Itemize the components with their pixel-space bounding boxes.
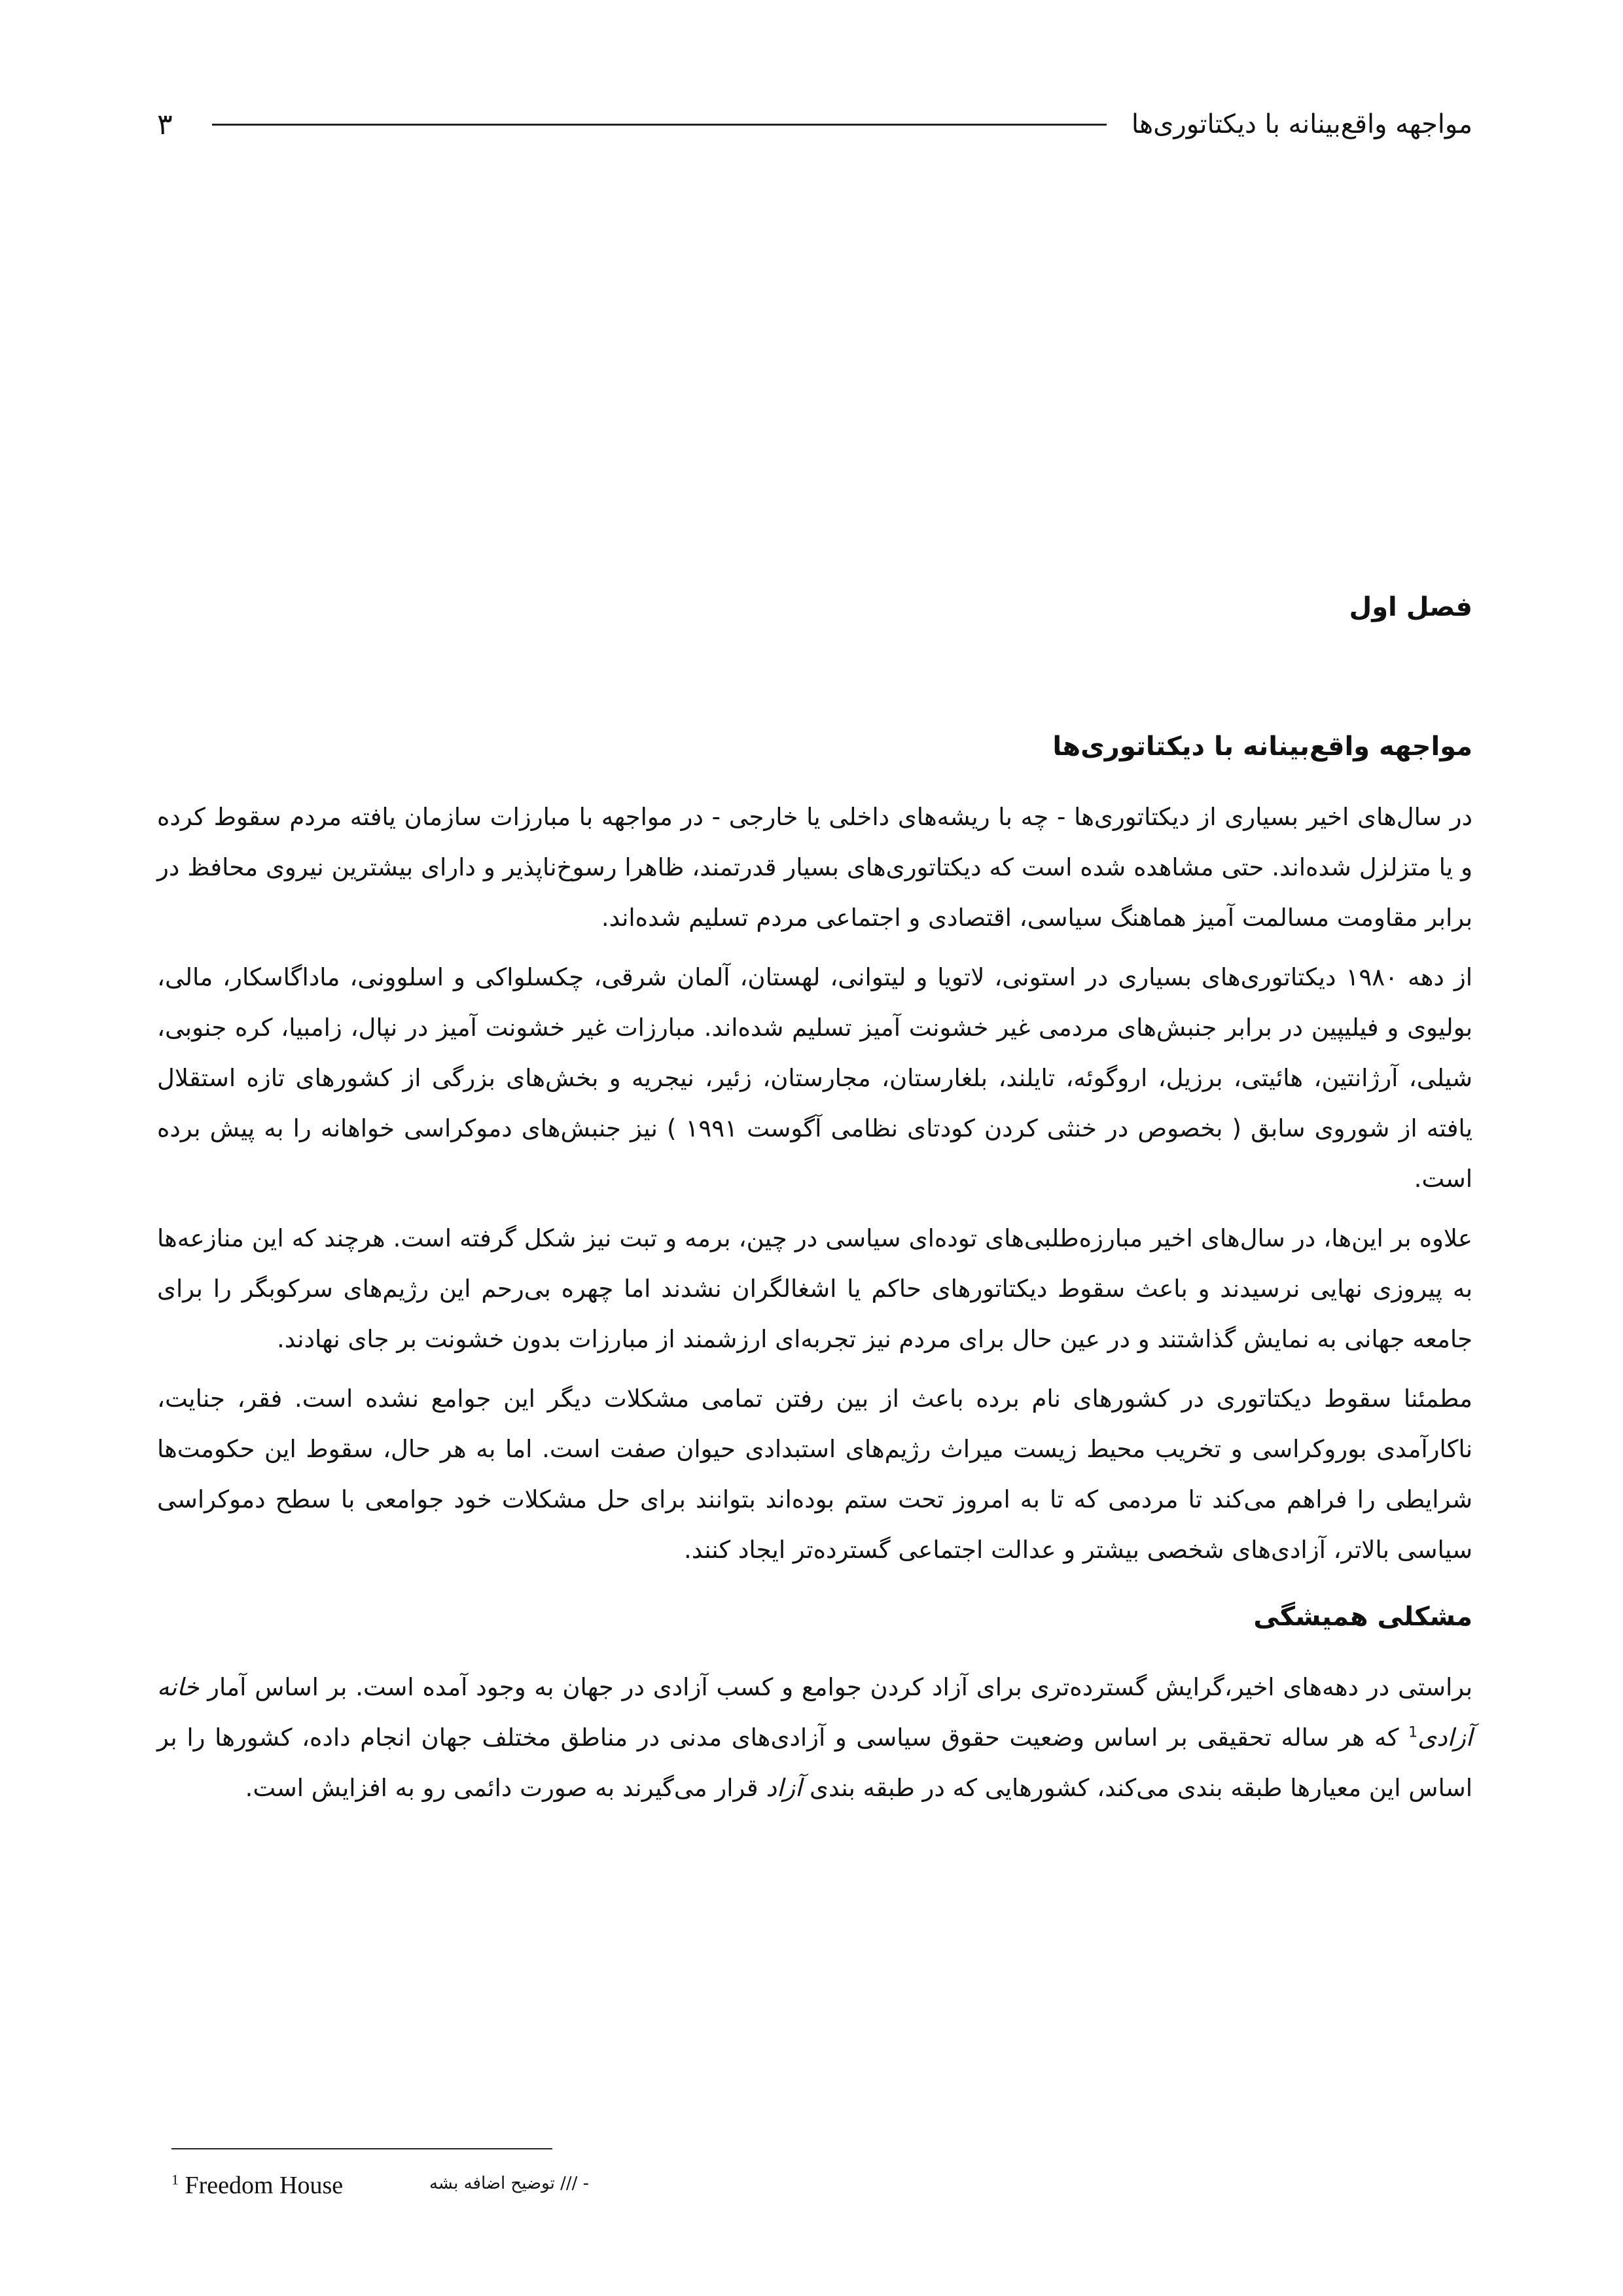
footnote: [171, 2171, 343, 2200]
section-body-permanent-problem: [157, 1662, 1472, 1813]
paragraph-text: قرار می‌گیرند به صورت دائمی رو به افزایش است.: [245, 1774, 758, 1802]
running-header-rule: [212, 124, 1107, 126]
footnote-separator: [171, 2148, 552, 2149]
italic-term-free: آزاد: [766, 1774, 802, 1802]
chapter-title: فصل اول: [1349, 592, 1472, 622]
paragraph: [157, 1662, 1472, 1813]
footnote-number: 1: [171, 2171, 179, 2188]
paragraph: علاوه بر این‌ها، در سال‌های اخیر مبارزه‌طلبی‌های توده‌ای سیاسی در چین، برمه و تبت نیز شکل گرفته است. هرچند که این منازعه‌ها به پیروزی نهایی نرسیدند و باعث سقوط دیکتاتورهای حاکم یا اشغالگران نشدند اما چهره بی‌رحم این رژیم‌های سرکوبگر را برای جامعه جهانی به نمایش گذاشتند و در عین حال برای مردم نیز تجربه‌ای ارزشمند از مبارزات بدون خشونت بر جای نهادند.: [157, 1224, 1472, 1353]
paragraph: مطمئنا سقوط دیکتاتوری در کشورهای نام برده باعث از بین رفتن تمامی مشکلات دیگر این جوامع نشده است. فقر، جنایت، ناکارآمدی بوروکراسی و تخریب محیط زیست میراث رژیم‌های استبدادی حیوان صفت است. اما به هر حال، سقوط این حکومت‌ها شرایطی را فراهم می‌کند تا مردمی که تا به امروز تحت ستم بوده‌اند بتوانند برای حل مشکلات خود جوامعی با سطح دموکراسی سیاسی بالاتر، آزادی‌های شخصی بیشتر و عدالت اجتماعی گسترده‌تر ایجاد کنند.: [157, 1385, 1472, 1564]
running-header-title: مواجهه واقع‌بینانه با دیکتاتوری‌ها: [1131, 109, 1472, 139]
paragraph-text: که هر ساله تحقیقی بر اساس وضعیت حقوق سیاسی و آزادی‌های مدنی در مناطق مختلف جهان انجام داده، کشورها را بر اساس این معیارها طبقه بندی می‌کند، کشورهایی که در طبقه بندی: [157, 1723, 1472, 1802]
paragraph-text: براستی در دهه‌های اخیر،گرایش گسترده‌تری برای آزاد کردن جوامع و کسب آزادی در جهان به وجود آمده است. بر اساس آمار: [207, 1673, 1473, 1701]
section-title-permanent-problem: مشکلی همیشگی: [1253, 1602, 1472, 1632]
footnote-editor-note: - /// توضیح اضافه بشه: [429, 2174, 589, 2193]
paragraph: از دهه ۱۹۸۰ دیکتاتوری‌های بسیاری در استونی، لاتویا و لیتوانی، لهستان، آلمان شرقی، چکسلواکی و اسلوونی، ماداگاسکار، مالی، بولیوی و فیلیپین در برابر جنبش‌های مردمی غیر خشونت آمیز تسلیم شده‌اند. مبارزات غیر خشونت آمیز در نپال، زامبیا، کره جنوبی، شیلی، آرژانتین، هائیتی، برزیل، اروگوئه، تایلند، بلغارستان، مجارستان، زئیر، نیجریه و بخش‌های بزرگی از کشورهای تازه استقلال یافته از شوروی سابق ( بخصوص در خنثی کردن کودتای نظامی آگوست ۱۹۹۱ ) نیز جنبش‌های دموکراسی خواهانه را به پیش برده است.: [157, 963, 1472, 1193]
footnote-reference[interactable]: 1: [1408, 1724, 1418, 1741]
page-number: ۳: [157, 107, 173, 141]
section-title-realistic-confrontation: مواجهه واقع‌بینانه با دیکتاتوری‌ها: [1052, 732, 1472, 762]
section-body-realistic-confrontation: [157, 792, 1472, 1575]
paragraph: در سال‌های اخیر بسیاری از دیکتاتوری‌ها - چه با ریشه‌های داخلی یا خارجی - در مواجهه با مبارزات سازمان یافته مردم سقوط کرده و یا متزلزل شده‌اند. حتی مشاهده شده است که دیکتاتوری‌های بسیار قدرتمند، ظاهرا رسوخ‌ناپذیر و دارای بیشترین نیروی محافظ در برابر مقاومت مسالمت آمیز هماهنگ سیاسی، اقتصادی و اجتماعی مردم تسلیم شده‌اند.: [157, 803, 1472, 932]
footnote-text: Freedom House: [185, 2172, 344, 2199]
italic-term-freedom-house: خانه آزادی: [157, 1673, 1472, 1752]
running-header: [157, 98, 1472, 150]
